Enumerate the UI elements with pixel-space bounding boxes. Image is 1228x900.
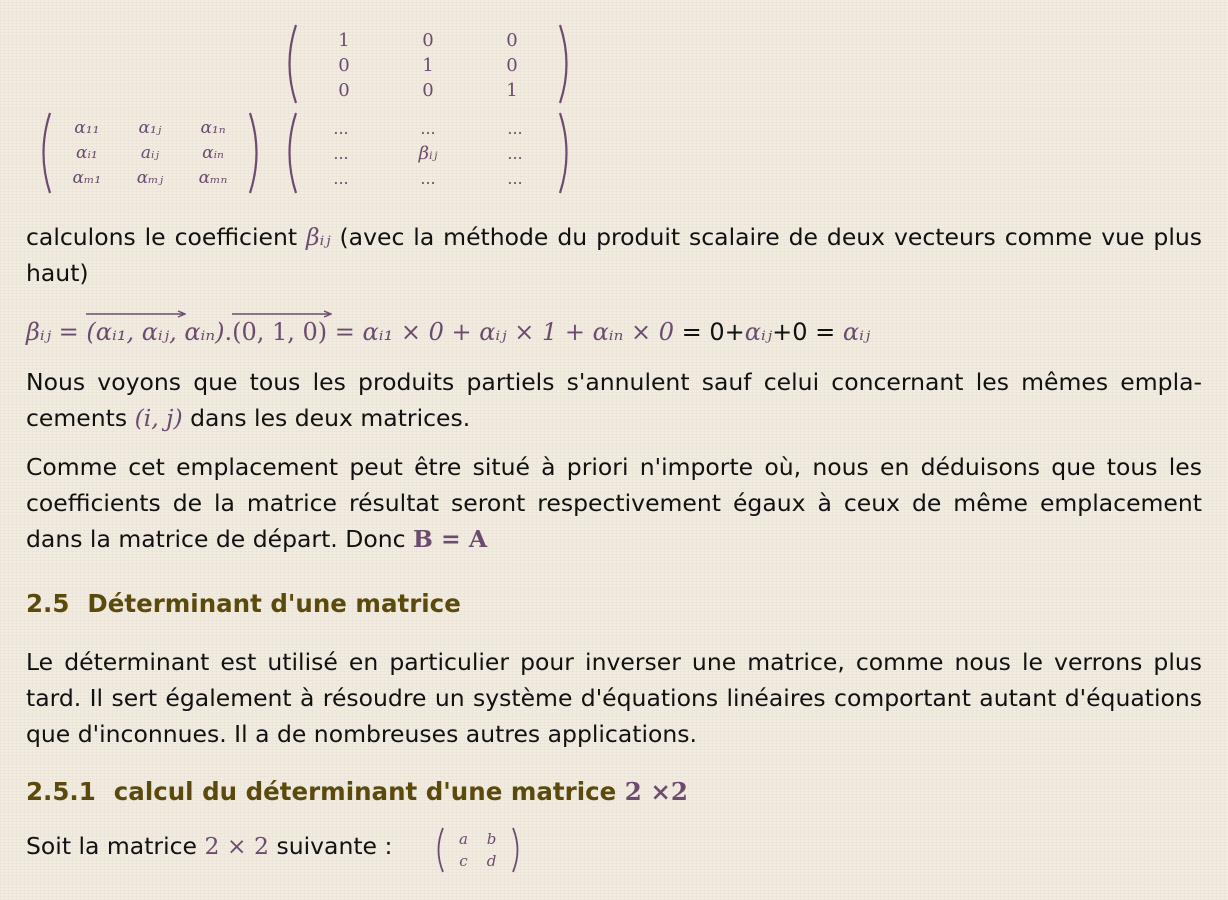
vector-arrow-icon <box>86 310 186 318</box>
math-beta-ij: βᵢⱼ <box>26 318 52 346</box>
matrix-cell: 0 <box>506 30 518 51</box>
matrix-abcd <box>432 826 524 874</box>
matrix-cell: 0 <box>338 80 350 101</box>
matrix-cell: ... <box>507 119 523 138</box>
matrix-cell: b <box>486 830 497 848</box>
right-paren-icon <box>510 826 524 874</box>
text: Comme cet emplacement peut être situé à priori n'importe où, nous en déduisons que tous les coefficients de la matrice résultat seront respectivement égaux à ceux de même emplacement dans la matrice de départ. Donc <box>26 453 1202 553</box>
section-heading <box>26 589 461 618</box>
paragraph-determinant-intro: Le déterminant est utilisé en particulier pour inverser une matrice, comme nous le verrons plus tard. Il sert également à résoudre un système d'équations linéaires comportant autant d'équations que d'inconnues. Il a de nombreuses autres applications. <box>26 648 1202 748</box>
matrix-cell: ... <box>420 169 436 188</box>
matrix-cell: α₁ₙ <box>200 118 226 138</box>
matrix-row <box>54 141 246 166</box>
section-title: Déterminant d'une matrice <box>87 589 461 618</box>
math-b-equals-a: B = A <box>412 525 488 553</box>
matrix-cell: 1 <box>506 80 518 101</box>
vector-alpha <box>86 314 224 350</box>
vector-010 <box>232 314 327 350</box>
matrix-row <box>450 828 506 850</box>
matrix-cell: ... <box>333 119 349 138</box>
paragraph-coefficient <box>26 219 1202 291</box>
vector-arrow-icon <box>232 310 332 318</box>
math-2x2: 2 × 2 <box>204 832 269 860</box>
matrix-row <box>302 166 554 191</box>
math-vector-text: (0, 1, 0) <box>232 318 328 346</box>
math-ij: (i, j) <box>134 404 183 432</box>
matrix-cell: αᵢₙ <box>202 143 224 163</box>
right-paren-icon <box>556 22 576 106</box>
result-matrix <box>280 110 576 196</box>
math-dot: . <box>224 318 233 346</box>
matrix-cell: ... <box>333 144 349 163</box>
matrix-cell: 0 <box>422 30 434 51</box>
matrix-cell: 1 <box>422 55 434 76</box>
matrix-row <box>302 28 554 53</box>
identity-matrix <box>280 22 576 106</box>
matrix-cell: βᵢⱼ <box>418 143 438 164</box>
text: Soit la matrice <box>26 832 205 860</box>
matrix-cell: a <box>459 830 468 848</box>
text: Nous voyons que tous les produits partiels s'annulent sauf celui concernant les mêmes empla-cements <box>26 368 1202 432</box>
matrix-cell: d <box>486 852 497 870</box>
left-paren-icon <box>280 110 300 196</box>
matrix-cell: α₁ⱼ <box>138 118 162 138</box>
text: +0 = <box>772 318 843 346</box>
matrix-row <box>54 166 246 191</box>
matrix-cell: c <box>459 852 468 870</box>
matrix-cell: ... <box>507 144 523 163</box>
matrix-cell: ... <box>333 169 349 188</box>
paragraph-conclusion <box>26 449 1202 557</box>
text: = 0+ <box>673 318 745 346</box>
subsection-heading <box>26 777 688 806</box>
matrix-cell: 0 <box>506 55 518 76</box>
matrix-row <box>302 141 554 166</box>
matrix-row <box>54 116 246 141</box>
section-number: 2.5 <box>26 589 70 618</box>
subsection-number: 2.5.1 <box>26 777 96 806</box>
matrix-cell: αₘₙ <box>198 168 228 188</box>
matrix-cell: 1 <box>338 30 350 51</box>
math-vector-text: (αᵢ₁, αᵢⱼ, αᵢₙ) <box>86 318 225 346</box>
matrix-row <box>302 53 554 78</box>
matrix-cell: ... <box>507 169 523 188</box>
matrix-cell: αᵢ₁ <box>76 143 98 163</box>
left-paren-icon <box>34 110 54 196</box>
right-paren-icon <box>556 110 576 196</box>
matrix-cell: aᵢⱼ <box>140 143 159 163</box>
paragraph-matrix-2x2 <box>26 828 1202 864</box>
math-expansion: αᵢ₁ × 0 + αᵢⱼ × 1 + αᵢₙ × 0 <box>362 318 674 346</box>
matrix-cell: 0 <box>338 55 350 76</box>
matrix-row <box>302 78 554 103</box>
matrix-cell: α₁₁ <box>74 118 100 138</box>
matrix-cell: αₘ₁ <box>72 168 102 188</box>
math-alpha-ij: αᵢⱼ <box>842 318 871 346</box>
math-equals: = <box>51 318 87 346</box>
left-paren-icon <box>280 22 300 106</box>
text: dans les deux matrices. <box>182 404 471 432</box>
text: calculons le coefficient <box>26 223 307 251</box>
subsection-title: calcul du déterminant d'une matrice <box>113 777 625 806</box>
text: (avec la méthode du produit scalaire de deux vecteurs comme vue plus haut) <box>26 223 1202 287</box>
alpha-matrix <box>34 110 266 196</box>
left-paren-icon <box>432 826 446 874</box>
math-2x2: 2 ×2 <box>624 777 688 806</box>
equation-line <box>26 314 1202 350</box>
matrix-row <box>450 850 506 872</box>
matrix-cell: ... <box>420 119 436 138</box>
paragraph-partial-products <box>26 364 1202 436</box>
matrix-cell: 0 <box>422 80 434 101</box>
right-paren-icon <box>246 110 266 196</box>
matrix-cell: αₘⱼ <box>136 168 164 188</box>
matrix-row <box>302 116 554 141</box>
text: suivante : <box>269 832 393 860</box>
math-beta-ij: βᵢⱼ <box>306 223 331 251</box>
math-alpha-ij: αᵢⱼ <box>744 318 773 346</box>
math-equals: = <box>327 318 363 346</box>
